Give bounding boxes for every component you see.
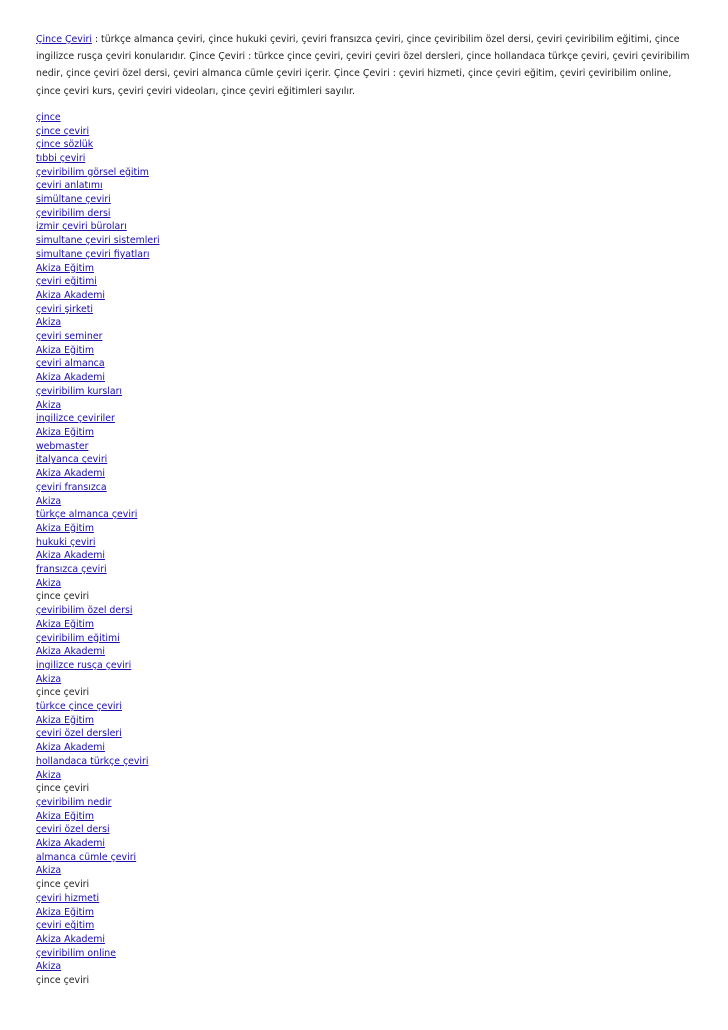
list-item [36, 440, 692, 454]
keyword-text: çince çeviri [36, 783, 90, 795]
list-item [36, 207, 692, 221]
list-item [36, 947, 692, 961]
list-item [36, 385, 692, 399]
keyword-link[interactable]: Akiza [36, 961, 62, 973]
keyword-link[interactable]: çeviri anlatımı [36, 180, 103, 192]
list-item [36, 974, 692, 988]
keyword-link[interactable]: Akiza [36, 317, 62, 329]
keyword-link[interactable]: Akiza Eğitim [36, 714, 94, 726]
list-item [36, 549, 692, 563]
list-item [36, 262, 692, 276]
keyword-link[interactable]: türkçe almanca çeviri [36, 509, 138, 521]
keyword-link[interactable]: çeviri şirketi [36, 303, 94, 315]
list-item [36, 166, 692, 180]
keyword-link[interactable]: Akiza Akademi [36, 838, 105, 850]
list-item [36, 755, 692, 769]
list-item [36, 179, 692, 193]
keyword-link[interactable]: çeviri almanca [36, 358, 105, 370]
list-item [36, 399, 692, 413]
keyword-link[interactable]: Akiza [36, 495, 62, 507]
list-item [36, 604, 692, 618]
keyword-text: çince çeviri [36, 687, 90, 699]
keyword-link[interactable]: Akiza [36, 865, 62, 877]
keyword-link[interactable]: Akiza Akademi [36, 742, 105, 754]
keyword-link[interactable]: çeviribilim online [36, 947, 117, 959]
list-item [36, 686, 692, 700]
list-item [36, 193, 692, 207]
keyword-link[interactable]: Akiza Akademi [36, 372, 105, 384]
keyword-link[interactable]: izmir çeviri büroları [36, 221, 127, 233]
list-item [36, 138, 692, 152]
keyword-link-list [36, 111, 692, 988]
list-item [36, 426, 692, 440]
keyword-link[interactable]: tıbbi çeviri [36, 152, 86, 164]
list-item [36, 508, 692, 522]
list-item [36, 645, 692, 659]
keyword-link[interactable]: çeviribilim kursları [36, 385, 123, 397]
list-item [36, 563, 692, 577]
keyword-link[interactable]: almanca cümle çeviri [36, 851, 137, 863]
keyword-link[interactable]: webmaster [36, 440, 89, 452]
list-item [36, 618, 692, 632]
list-item [36, 234, 692, 248]
keyword-link[interactable]: simultane çeviri fiyatları [36, 248, 150, 260]
list-item [36, 275, 692, 289]
keyword-link[interactable]: çeviribilim eğitimi [36, 632, 120, 644]
list-item [36, 919, 692, 933]
list-item [36, 248, 692, 262]
keyword-link[interactable]: ingilizce çeviriler [36, 413, 115, 425]
keyword-link[interactable]: çeviribilim özel dersi [36, 605, 133, 617]
list-item [36, 851, 692, 865]
list-item [36, 371, 692, 385]
list-item [36, 453, 692, 467]
list-item [36, 769, 692, 783]
keyword-link[interactable]: türkce çince çeviri [36, 701, 122, 713]
list-item [36, 467, 692, 481]
keyword-link[interactable]: çeviribilim nedir [36, 796, 112, 808]
keyword-link[interactable]: çeviribilim dersi [36, 207, 111, 219]
keyword-link[interactable]: italyanca çeviri [36, 454, 108, 466]
list-item [36, 316, 692, 330]
keyword-text: çince çeviri [36, 975, 90, 987]
keyword-link[interactable]: Akiza Akademi [36, 468, 105, 480]
list-item [36, 864, 692, 878]
list-item [36, 357, 692, 371]
keyword-text: çince çeviri [36, 591, 90, 603]
keyword-link[interactable]: çince sözlük [36, 139, 94, 151]
list-item [36, 796, 692, 810]
keyword-link[interactable]: çeviri hizmeti [36, 892, 100, 904]
keyword-link[interactable]: Akiza Eğitim [36, 906, 94, 918]
keyword-link[interactable]: çeviri özel dersi [36, 824, 110, 836]
list-item [36, 659, 692, 673]
keyword-link[interactable]: çeviri eğitimi [36, 276, 97, 288]
list-item [36, 536, 692, 550]
keyword-link[interactable]: Akiza Akademi [36, 646, 105, 658]
keyword-link[interactable]: çeviri özel dersleri [36, 728, 122, 740]
keyword-link[interactable]: Akiza [36, 673, 62, 685]
keyword-link[interactable]: Akiza Eğitim [36, 262, 94, 274]
keyword-link[interactable]: çeviri eğitim [36, 920, 95, 932]
list-item [36, 673, 692, 687]
keyword-link[interactable]: Akiza [36, 769, 62, 781]
list-item [36, 878, 692, 892]
list-item [36, 152, 692, 166]
keyword-link[interactable]: çeviribilim görsel eğitim [36, 166, 149, 178]
list-item [36, 714, 692, 728]
list-item [36, 330, 692, 344]
list-item [36, 522, 692, 536]
keyword-link[interactable]: Akiza [36, 577, 62, 589]
intro-title-link[interactable]: Çince Çeviri [36, 34, 92, 45]
keyword-link[interactable]: Akiza [36, 399, 62, 411]
list-item [36, 577, 692, 591]
document-page [36, 31, 692, 988]
keyword-link[interactable]: Akiza Akademi [36, 550, 105, 562]
list-item [36, 933, 692, 947]
list-item [36, 412, 692, 426]
list-item [36, 289, 692, 303]
list-item [36, 727, 692, 741]
list-item [36, 741, 692, 755]
keyword-link[interactable]: çeviri fransızca [36, 481, 107, 493]
list-item [36, 782, 692, 796]
keyword-link[interactable]: fransızca çeviri [36, 564, 107, 576]
list-item [36, 111, 692, 125]
keyword-link[interactable]: Akiza Eğitim [36, 810, 94, 822]
list-item [36, 481, 692, 495]
list-item [36, 495, 692, 509]
list-item [36, 590, 692, 604]
list-item [36, 303, 692, 317]
keyword-link[interactable]: çeviri seminer [36, 331, 103, 343]
list-item [36, 700, 692, 714]
keyword-link[interactable]: Akiza Eğitim [36, 344, 94, 356]
list-item [36, 125, 692, 139]
keyword-link[interactable]: simultane çeviri sistemleri [36, 235, 160, 247]
list-item [36, 344, 692, 358]
list-item [36, 960, 692, 974]
keyword-link[interactable]: çince çeviri [36, 125, 90, 137]
keyword-link[interactable]: ingilizce rusça çeviri [36, 659, 132, 671]
keyword-link[interactable]: çince [36, 111, 61, 123]
keyword-link[interactable]: Akiza Eğitim [36, 522, 94, 534]
keyword-text: çince çeviri [36, 879, 90, 891]
intro-body-text: : türkçe almanca çeviri, çince hukuki çeviri, çeviri fransızca çeviri, çince çeviribilim özel dersi, çeviri çeviribilim eğitimi, çince ingilizce rusça çeviri konularıdır. Çince Çeviri : türkce çince çeviri, çeviri çeviri özel dersleri, çince hollandaca türkçe çeviri, çeviri çeviribilim nedir, çince çeviri özel dersi, çeviri almanca cümle çeviri içerir. Çince Çeviri : çeviri hizmeti, çince çeviri eğitim, çeviri çeviribilim online, çince çeviri kurs, çeviri çeviri videoları, çince çeviri eğitimleri sayılır. [36, 34, 690, 97]
intro-paragraph [36, 31, 692, 100]
list-item [36, 632, 692, 646]
keyword-link[interactable]: Akiza Eğitim [36, 618, 94, 630]
list-item [36, 906, 692, 920]
list-item [36, 892, 692, 906]
list-item [36, 220, 692, 234]
keyword-link[interactable]: Akiza Akademi [36, 289, 105, 301]
list-item [36, 837, 692, 851]
keyword-link[interactable]: hukuki çeviri [36, 536, 96, 548]
list-item [36, 823, 692, 837]
keyword-link[interactable]: Akiza Eğitim [36, 426, 94, 438]
keyword-link[interactable]: simültane çeviri [36, 194, 111, 206]
keyword-link[interactable]: Akiza Akademi [36, 934, 105, 945]
list-item [36, 810, 692, 824]
keyword-link[interactable]: hollandaca türkçe çeviri [36, 755, 149, 767]
